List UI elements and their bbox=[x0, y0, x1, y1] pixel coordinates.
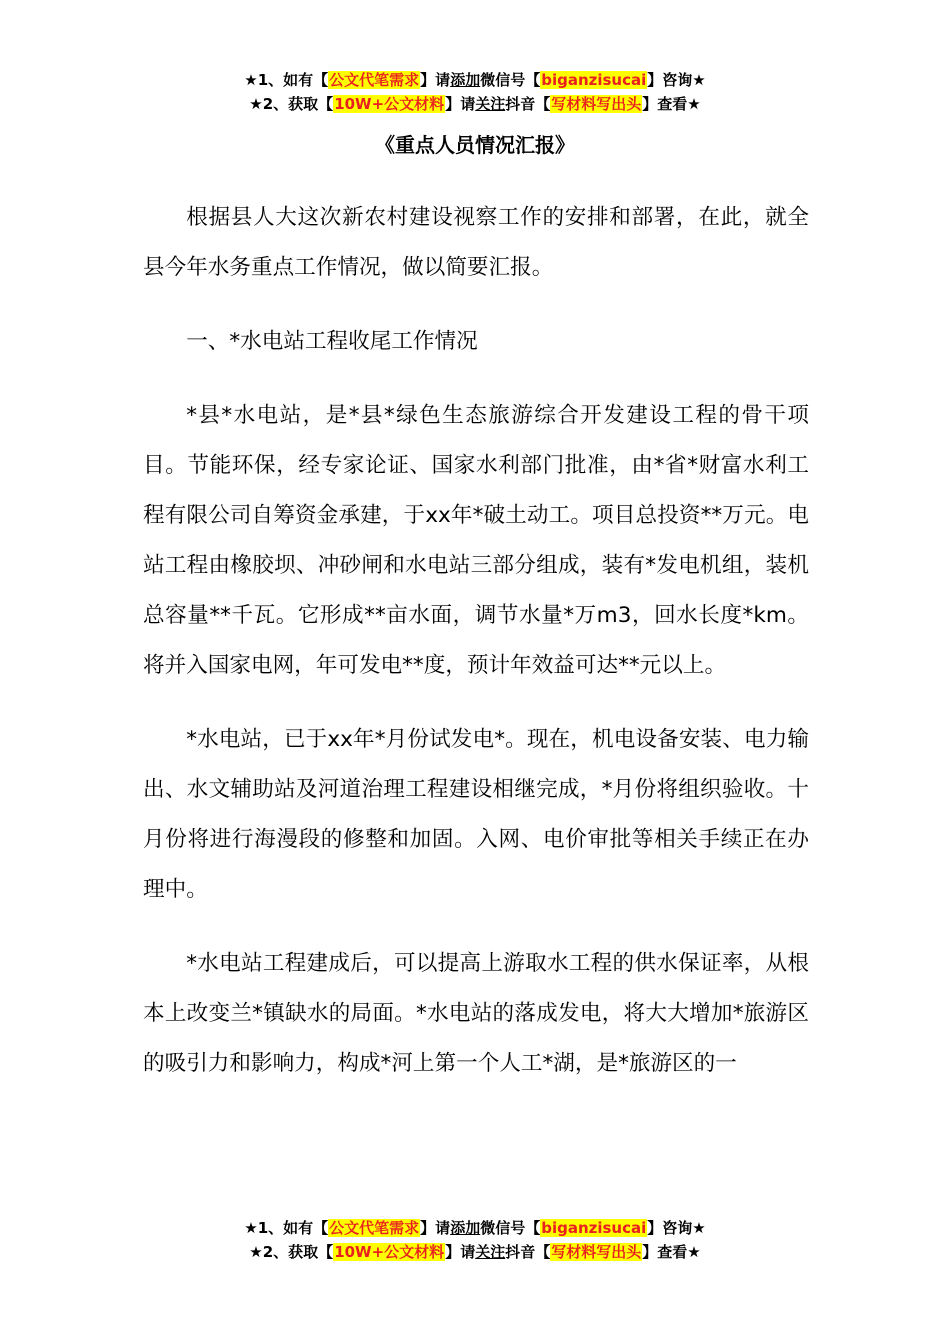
banner-highlight: biganzisucai bbox=[541, 1219, 647, 1237]
document-title: 《重点人员情况汇报》 bbox=[375, 133, 575, 157]
banner-text: 】查看★ bbox=[642, 1243, 701, 1261]
paragraph: *水电站，已于xx年*月份试发电*。现在，机电设备安装、电力输出、水文辅助站及河道治理工程建设相继完成，*月份将组织验收。十月份将进行海漫段的修整和加固。入网、电价审批等相关手续正在办理中。 bbox=[143, 727, 809, 902]
banner-line-1 bbox=[0, 1216, 950, 1240]
paragraph: *县*水电站，是*县*绿色生态旅游综合开发建设工程的骨干项目。节能环保，经专家论证、国家水利部门批准，由*省*财富水利工程有限公司自筹资金承建，于xx年*破土动工。项目总投资**万元。电站工程由橡胶坝、冲砂闸和水电站三部分组成，装有*发电机组，装机总容量**千瓦。它形成**亩水面，调节水量*万m3，回水长度*km。将并入国家电网，年可发电**度，预计年效益可达**元以上。 bbox=[143, 403, 809, 678]
banner-underline: 关注 bbox=[475, 1243, 506, 1261]
footer-banner bbox=[0, 1216, 950, 1264]
banner-underline: 添加 bbox=[450, 71, 481, 89]
banner-highlight: 写材料写出头 bbox=[551, 1243, 642, 1261]
banner-text: 】请 bbox=[420, 71, 451, 89]
banner-text: 抖音【 bbox=[505, 1243, 551, 1261]
banner-text: 】请 bbox=[420, 1219, 451, 1237]
banner-text: ★1、如有【 bbox=[244, 71, 329, 89]
banner-text: 】请 bbox=[445, 95, 476, 113]
banner-text: ★2、获取【 bbox=[249, 1243, 334, 1261]
banner-text: ★1、如有【 bbox=[244, 1219, 329, 1237]
banner-highlight: 10W+公文材料 bbox=[334, 1243, 445, 1261]
banner-line-2 bbox=[0, 1240, 950, 1264]
banner-highlight: 10W+公文材料 bbox=[334, 95, 445, 113]
banner-underline: 添加 bbox=[450, 1219, 481, 1237]
banner-line-2 bbox=[0, 92, 950, 116]
paragraph: 根据县人大这次新农村建设视察工作的安排和部署，在此，就全县今年水务重点工作情况，做以简要汇报。 bbox=[143, 205, 809, 280]
banner-text: 】查看★ bbox=[642, 95, 701, 113]
document-body bbox=[143, 193, 809, 1113]
banner-line-1 bbox=[0, 68, 950, 92]
banner-text: 】咨询★ bbox=[647, 71, 706, 89]
banner-highlight: 写材料写出头 bbox=[551, 95, 642, 113]
section-heading: 一、*水电站工程收尾工作情况 bbox=[186, 329, 478, 354]
banner-text: 抖音【 bbox=[505, 95, 551, 113]
banner-highlight: 公文代笔需求 bbox=[329, 71, 420, 89]
banner-text: 微信号【 bbox=[480, 1219, 541, 1237]
banner-text: ★2、获取【 bbox=[249, 95, 334, 113]
banner-text: 】请 bbox=[445, 1243, 476, 1261]
header-banner bbox=[0, 68, 950, 116]
banner-text: 】咨询★ bbox=[647, 1219, 706, 1237]
banner-highlight: 公文代笔需求 bbox=[329, 1219, 420, 1237]
paragraph: *水电站工程建成后，可以提高上游取水工程的供水保证率，从根本上改变兰*镇缺水的局面。*水电站的落成发电，将大大增加*旅游区的吸引力和影响力，构成*河上第一个人工*湖，是*旅游区的一 bbox=[143, 951, 809, 1076]
banner-text: 微信号【 bbox=[480, 71, 541, 89]
banner-underline: 关注 bbox=[475, 95, 506, 113]
banner-highlight: biganzisucai bbox=[541, 71, 647, 89]
